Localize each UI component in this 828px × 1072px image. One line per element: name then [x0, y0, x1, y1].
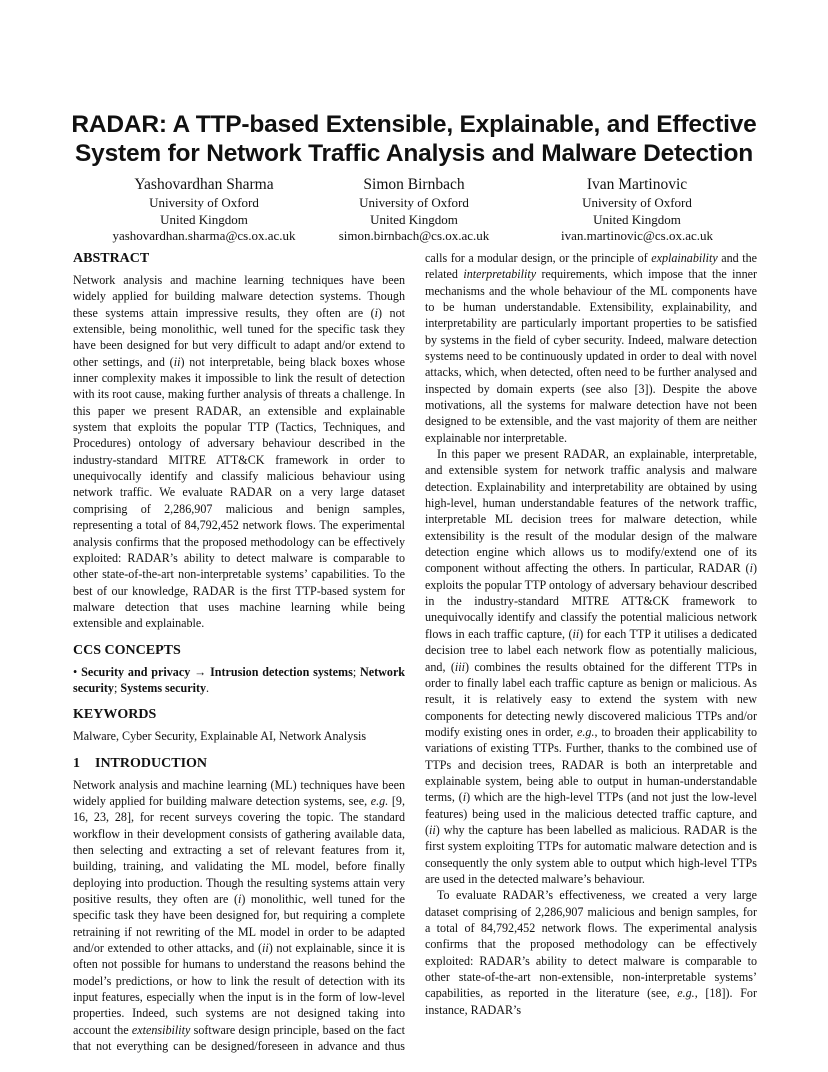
- intro-paragraph-2: In this paper we present RADAR, an explainable, interpretable, and extensible system for network traffic analysis and malware detection. Explainability and interpretability are obtained by using high-level, human understandable features of the network traffic, interpretable ML decision trees for malware detection, while extensibility is the result of the modular design of the malware detection engine which allows us to modify/extend one of its component without affecting the others. In particular, RADAR (i) exploits the popular TTP ontology of adversary behaviour described in the industry-standard MITRE ATT&CK framework to unequivocally identify and classify the potential malicious network flows in each traffic capture, (ii) for each TTP it utilises a dedicated decision tree to label each network flow as potentially malicious, and, (iii) combines the results obtained for the different TTPs in order to finally label each traffic capture as benign or malicious. As result, it is relatively easy to extend the system with new components for detecting newly discovered malicious TTPs and/or modify existing ones in order, e.g., to broaden their applicability to variations of existing TTPs. Further, thanks to the combined use of TTPs and decision trees, RADAR is both an interpretable and explainable system, being able to output in human-understandable terms, (i) which are the high-level TTPs (and not just the low-level features) being used in the malicious detected traffic capture, and (ii) why the capture has been labelled as malicious. RADAR is the first system exploiting TTPs for automatic malware detection and is consequently the only system able to output which high-level TTPs are used in the detected malware’s behaviour.: [425, 447, 757, 886]
- keywords-text: Malware, Cyber Security, Explainable AI, Network Analysis: [73, 729, 367, 744]
- abstract-heading: ABSTRACT: [73, 251, 150, 266]
- intro-paragraph-1: Network analysis and machine learning (ML) techniques have been widely applied for building malware detection systems, see, e.g. [9, 16, 23, 28], for recent surveys covering the topic. The standard workflow in their development consists of gathering available data, then selecting and extracting a set of relevant features from it, building, training, and validating the ML model, before finally deploying into production. Though the resulting systems attain very positive results, they often are (i) monolithic, well tuned for the specific task they have been designed for, but requiring a complete retraining if not rewriting of the ML model in order to be adapted and/or extended to other attacks, and (ii) not explainable, since it is often not possible for humans to understand the reasons behind the model’s predictions, or how to link the result of detection with its input features, especially when the input is in the form of low-level properties. Indeed, such systems are not designed taking into account the extensibility software design principle, based on the fact that not everything can be designed/foreseen in advance and thus: [73, 777, 405, 1054]
- author-affiliation: University of Oxford: [149, 195, 259, 210]
- author-name: Ivan Martinovic: [586, 176, 688, 193]
- author-3: [506, 175, 768, 245]
- title-line-2: System for Network Traffic Analysis and Malware Detection: [75, 140, 753, 167]
- paper-title: [60, 110, 768, 168]
- author-email: yashovardhan.sharma@cs.ox.ac.uk: [112, 228, 296, 243]
- abstract-text: Network analysis and machine learning techniques have been widely applied for building malware detection systems. Though these systems attain impressive results, they often are (i) not extensible, being monolithic, well tuned for the specific task they have been designed for but very difficult to adapt and/or extend to other settings, and (ii) not interpretable, being black boxes whose inner complexity makes it impossible to link the result of detection with its root cause, making further analysis of threats a challenge. In this paper we present RADAR, an extensible and explainable system that exploits the popular TTP (Tactics, Techniques, and Procedures) ontology of adversary behaviour described in the industry-standard MITRE ATT&CK framework in order to unequivocally identify and classify malicious behaviour using network traffic. We evaluate RADAR on a very large dataset comprising of 2,286,907 malicious and benign samples, representing a total of 84,792,452 network flows. The experimental analysis confirms that the proposed methodology can be effectively exploited: RADAR’s ability to detect malware is comparable to other state-of-the-art non-interpretable systems’ capabilities. To the best of our knowledge, RADAR is the first TTP-based system for malware detection that uses machine learning while being extensible and explainable.: [73, 273, 405, 631]
- author-email: simon.birnbach@cs.ox.ac.uk: [338, 228, 490, 243]
- keywords-heading: KEYWORDS: [73, 707, 157, 723]
- ccs-concepts: • Security and privacy → Intrusion detection systems; Network security; Systems security.: [73, 664, 405, 695]
- intro-paragraph-3: To evaluate RADAR’s effectiveness, we created a very large dataset comprising of 2,286,907 malicious and benign samples, for a total of 84,792,452 network flows. The experimental analysis confirms that the proposed methodology can be effectively exploited: RADAR’s ability to detect malware is comparable to other state-of-the-art non-extensible, non-interpretable systems’ capabilities, as reported in the literature (see, e.g., [18]). For instance, RADAR’s: [425, 888, 757, 1017]
- author-country: United Kingdom: [370, 211, 458, 227]
- left-column: [73, 250, 405, 1055]
- right-column: [425, 250, 757, 1040]
- author-email: ivan.martinovic@cs.ox.ac.uk: [560, 228, 714, 243]
- introduction-heading: 1 INTRODUCTION: [73, 755, 208, 771]
- author-affiliation: University of Oxford: [582, 195, 692, 210]
- ccs-heading: CCS CONCEPTS: [73, 642, 181, 658]
- author-affiliation: University of Oxford: [359, 195, 469, 210]
- title-line-1: RADAR: A TTP-based Extensible, Explainable, and Effective: [71, 111, 757, 138]
- intro-paragraph-1-continued: calls for a modular design, or the principle of explainability and the related interpretability requirements, which impose that the inner mechanisms and the whole behaviour of the ML components have to be human understandable. Extensibility, explainability, and interpretability are particularly important properties to be satisfied by systems in the field of cyber security. Indeed, malware detection systems need to be continuously updated in order to deal with novel attacks, which, when detected, often need to be further analysed and inspected by domain experts (see also [3]). Despite the above motivations, all the systems for malware detection have not been designed to be extensible, and the vast majority of them are neither explainable nor interpretable.: [425, 250, 757, 445]
- author-country: United Kingdom: [593, 211, 681, 227]
- author-name: Simon Birnbach: [363, 176, 465, 193]
- author-country: United Kingdom: [160, 211, 248, 227]
- author-name: Yashovardhan Sharma: [134, 176, 274, 193]
